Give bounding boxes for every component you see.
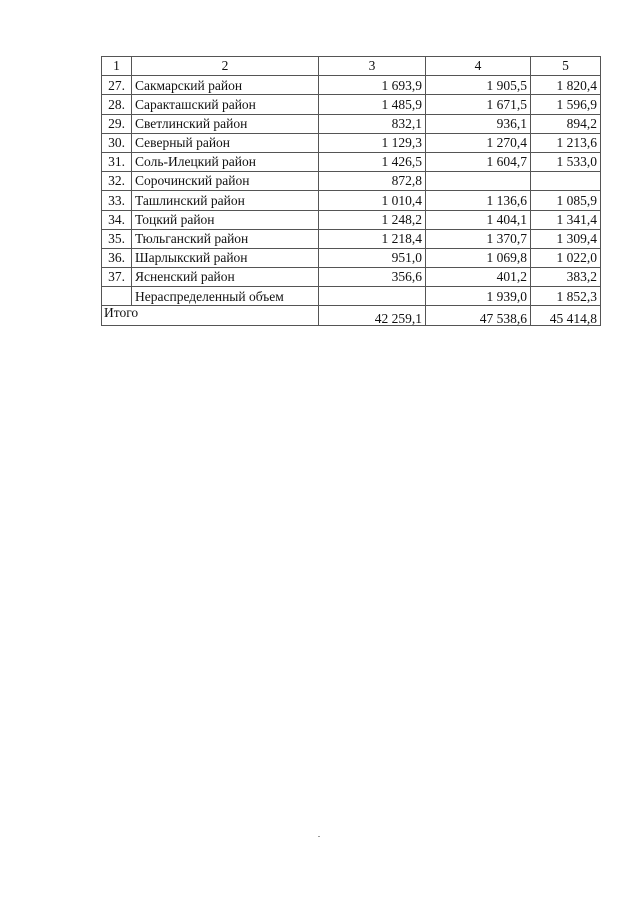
value-col4: 1 404,1	[426, 210, 531, 229]
value-col5: 1 852,3	[531, 287, 601, 306]
header-cell: 1	[102, 57, 132, 76]
table-row	[102, 268, 601, 287]
value-col4: 1 905,5	[426, 76, 531, 95]
value-col4: 1 069,8	[426, 248, 531, 267]
table-row	[102, 210, 601, 229]
value-col4: 401,2	[426, 268, 531, 287]
value-col5: 1 213,6	[531, 133, 601, 152]
row-number: 33.	[102, 191, 132, 210]
table-row	[102, 114, 601, 133]
value-col3	[319, 287, 426, 306]
allocation-table	[101, 56, 601, 326]
row-number: 32.	[102, 172, 132, 191]
header-cell: 5	[531, 57, 601, 76]
table-row	[102, 76, 601, 95]
value-col5: 1 820,4	[531, 76, 601, 95]
total-value-c5: 45 414,8	[531, 306, 601, 326]
value-col3: 872,8	[319, 172, 426, 191]
value-col4: 1 671,5	[426, 95, 531, 114]
value-col4	[426, 172, 531, 191]
table-row	[102, 248, 601, 267]
row-number: 34.	[102, 210, 132, 229]
table-row	[102, 191, 601, 210]
value-col5: 1 022,0	[531, 248, 601, 267]
total-value-c4: 47 538,6	[426, 306, 531, 326]
district-name: Северный район	[132, 133, 319, 152]
value-col3: 1 129,3	[319, 133, 426, 152]
district-name: Саракташский район	[132, 95, 319, 114]
value-col4: 1 939,0	[426, 287, 531, 306]
header-cell: 4	[426, 57, 531, 76]
district-name: Нераспределенный объем	[132, 287, 319, 306]
table-row	[102, 152, 601, 171]
row-number: 28.	[102, 95, 132, 114]
total-value-c3: 42 259,1	[319, 306, 426, 326]
value-col3: 1 426,5	[319, 152, 426, 171]
district-name: Тюльганский район	[132, 229, 319, 248]
table-row	[102, 287, 601, 306]
value-col3: 832,1	[319, 114, 426, 133]
district-name: Тоцкий район	[132, 210, 319, 229]
value-col3: 1 693,9	[319, 76, 426, 95]
value-col5	[531, 172, 601, 191]
value-col4: 1 136,6	[426, 191, 531, 210]
row-number: 37.	[102, 268, 132, 287]
row-number: 29.	[102, 114, 132, 133]
district-name: Соль-Илецкий район	[132, 152, 319, 171]
district-name: Сакмарский район	[132, 76, 319, 95]
value-col5: 1 596,9	[531, 95, 601, 114]
total-label: Итого	[102, 306, 319, 326]
value-col4: 1 370,7	[426, 229, 531, 248]
table-row	[102, 229, 601, 248]
value-col4: 936,1	[426, 114, 531, 133]
value-col3: 356,6	[319, 268, 426, 287]
header-cell: 2	[132, 57, 319, 76]
district-name: Ясненский район	[132, 268, 319, 287]
table-row	[102, 95, 601, 114]
value-col5: 1 533,0	[531, 152, 601, 171]
value-col3: 1 218,4	[319, 229, 426, 248]
scan-speck	[318, 836, 320, 837]
district-name: Сорочинский район	[132, 172, 319, 191]
value-col3: 1 010,4	[319, 191, 426, 210]
value-col5: 383,2	[531, 268, 601, 287]
table-header-row	[102, 57, 601, 76]
district-name: Светлинский район	[132, 114, 319, 133]
value-col4: 1 270,4	[426, 133, 531, 152]
table-row	[102, 133, 601, 152]
row-number: 36.	[102, 248, 132, 267]
row-number: 35.	[102, 229, 132, 248]
row-number	[102, 287, 132, 306]
value-col4: 1 604,7	[426, 152, 531, 171]
district-name: Шарлыкский район	[132, 248, 319, 267]
value-col5: 1 085,9	[531, 191, 601, 210]
total-row	[102, 306, 601, 326]
table-row	[102, 172, 601, 191]
value-col5: 1 309,4	[531, 229, 601, 248]
value-col3: 1 248,2	[319, 210, 426, 229]
value-col3: 1 485,9	[319, 95, 426, 114]
value-col5: 894,2	[531, 114, 601, 133]
row-number: 30.	[102, 133, 132, 152]
row-number: 27.	[102, 76, 132, 95]
header-cell: 3	[319, 57, 426, 76]
value-col5: 1 341,4	[531, 210, 601, 229]
value-col3: 951,0	[319, 248, 426, 267]
row-number: 31.	[102, 152, 132, 171]
district-name: Ташлинский район	[132, 191, 319, 210]
